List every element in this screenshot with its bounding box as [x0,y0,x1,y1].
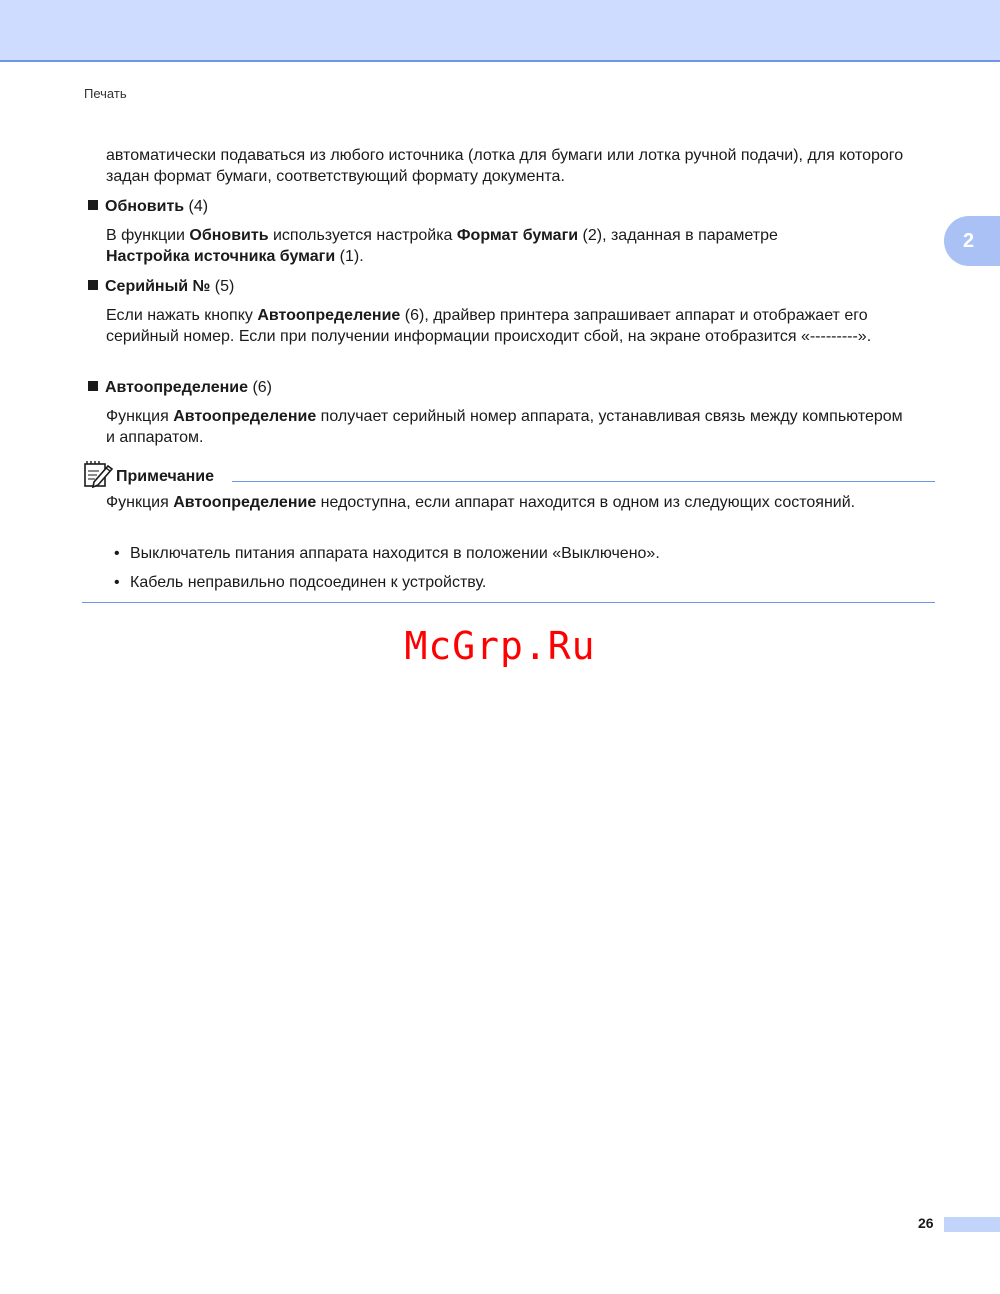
desc-text: (1). [335,248,364,265]
note-bullet-item [114,572,486,593]
note-text-part: недоступна, если аппарат находится в одном из следующих состояний. [316,494,856,511]
bullet-dot-icon: • [114,545,120,562]
desc-text: В функции [106,227,190,244]
square-bullet-icon [88,280,98,290]
square-bullet-icon [88,200,98,210]
note-text [106,492,886,513]
term-item-autodetect [88,377,272,398]
desc-text: (6), драйвер принтера запрашивает аппарат и отображает его серийный номер. Если при получении информации происходит сбой, на экране отобразится «---------». [106,307,872,345]
note-text-part: Функция [106,494,174,511]
term-item-refresh [88,196,208,217]
term-description-refresh [106,225,941,267]
term-ref: (5) [210,278,235,295]
note-top-rule [232,481,935,482]
desc-text: (2), заданная в параметре [578,227,778,244]
intro-paragraph: автоматически подаваться из любого источника (лотка для бумаги или лотка ручной подачи), для которого задан формат бумаги, соответствующий формату документа. [106,147,904,185]
desc-bold: Автоопределение [173,408,317,425]
top-header-band [0,0,1000,62]
note-bullet-item [114,543,660,564]
desc-bold: Автоопределение [257,307,401,324]
desc-bold: Обновить [189,227,269,244]
term-ref: (4) [184,198,209,215]
term-ref: (6) [248,379,272,396]
bullet-dot-icon: • [114,574,120,591]
term-label: Серийный № [105,278,211,295]
note-header [82,460,935,486]
desc-text: получает серийный номер аппарата, устанавливая связь между компьютером и аппаратом. [106,408,903,446]
note-bottom-rule [82,602,935,603]
square-bullet-icon [88,381,98,391]
desc-bold: Настройка источника бумаги [106,248,336,265]
term-item-serial [88,276,234,297]
term-label: Обновить [105,198,185,215]
term-description-autodetect [106,406,906,448]
page-number: 26 [918,1215,934,1231]
page-number-tab [944,1217,1000,1232]
desc-bold: Формат бумаги [456,227,579,244]
term-label: Автоопределение [105,379,248,396]
running-header: Печать [84,86,127,101]
note-bullet-text: Кабель неправильно подсоединен к устройству. [130,574,487,591]
watermark: McGrp.Ru [404,624,596,668]
desc-text: Функция [106,408,174,425]
note-pencil-icon [82,460,114,493]
term-description-serial [106,305,941,347]
desc-text: используется настройка [268,227,457,244]
note-bullet-text: Выключатель питания аппарата находится в положении «Выключено». [130,545,660,562]
chapter-tab: 2 [944,216,1000,266]
note-title: Примечание [116,468,224,486]
note-text-bold: Автоопределение [173,494,317,511]
desc-text: Если нажать кнопку [106,307,258,324]
